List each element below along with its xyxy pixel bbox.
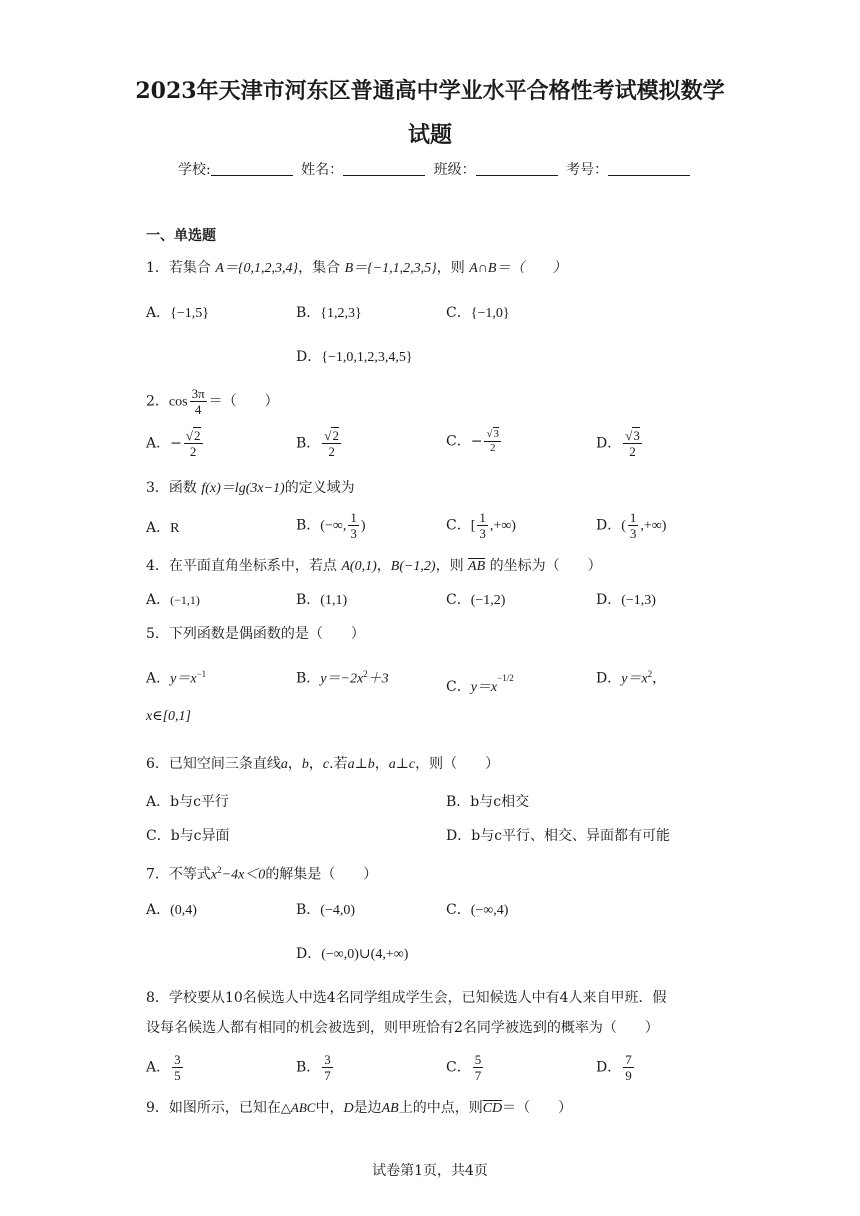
student-info-line: [178, 160, 694, 180]
question-2-option-a: A．− $\frac{√2}{2}$: [146, 428, 201, 459]
fraction-3pi-over-4: $\frac{3\pi}{4}$: [191, 386, 205, 417]
question-1-stem: 1．若集合 A＝{0,1,2,3,4}，集合 B＝{−1,1,2,3,5}，则 A∩B＝（ ）: [146, 260, 567, 276]
class-label: 班级：: [433, 162, 476, 178]
question-4-option-d: D．(−1,3): [596, 592, 656, 608]
question-5-option-c: C．$y=x^{-1/2}$: [446, 673, 514, 695]
class-blank: [476, 161, 558, 176]
exam-number-label: 考号：: [566, 162, 609, 178]
question-3-option-c: C．[ $\frac{1}{3}$ ,+∞): [446, 510, 516, 541]
question-2-option-b: B． $\frac{√2}{2}$: [296, 428, 339, 459]
question-4-option-c: C．(−1,2): [446, 592, 506, 608]
question-3-option-a: A．R: [146, 520, 180, 536]
question-2-option-d: D． $\frac{√3}{2}$: [596, 428, 640, 459]
exam-number-blank: [608, 161, 690, 176]
section-heading: 一、单选题: [146, 228, 216, 244]
question-6-option-c: C．b与c异面: [146, 828, 230, 844]
question-8-option-b: B． $\frac{3}{7}$: [296, 1052, 331, 1083]
question-5-option-d: D．$y=x^2$，: [596, 669, 667, 687]
question-8-option-c: C． $\frac{5}{7}$: [446, 1052, 482, 1083]
question-7-option-a: A．(0,4): [146, 902, 197, 918]
question-6-option-d: D．b与c平行、相交、异面都有可能: [446, 828, 671, 844]
question-3-stem: 3．函数 f(x)＝lg(3x−1)的定义域为: [146, 480, 355, 496]
question-1-option-b: B．{1,2,3}: [296, 305, 362, 321]
page-footer: 试卷第1页，共4页: [372, 1163, 488, 1179]
question-3-option-b: B．(−∞, $\frac{1}{3}$ ): [296, 510, 366, 541]
question-7-option-d: D．(−∞,0)∪(4,+∞): [296, 946, 409, 962]
question-9-stem: 9．如图所示，已知在△ABC中，D是边AB上的中点，则$\overline{CD}=$（ ）: [146, 1100, 573, 1116]
question-4-option-b: B．(1,1): [296, 592, 348, 608]
question-8-stem-line2: 设每名候选人都有相同的机会被选到，则甲班恰有2名同学被选到的概率为（ ）: [146, 1020, 659, 1036]
name-label: 姓名：: [301, 162, 344, 178]
question-7-stem: 7．不等式$x^2-4x<0$的解集是（ ）: [146, 865, 378, 883]
question-8-option-a: A． $\frac{3}{5}$: [146, 1052, 181, 1083]
question-8-option-d: D． $\frac{7}{9}$: [596, 1052, 632, 1083]
exam-title-line1: 2023年天津市河东区普通高中学业水平合格性考试模拟数学: [135, 78, 725, 104]
question-1-option-a: A．{−1,5}: [146, 305, 209, 321]
name-blank: [343, 161, 425, 176]
question-1-option-c: C．{−1,0}: [446, 305, 510, 321]
question-7-option-b: B．(−4,0): [296, 902, 356, 918]
question-5-option-b: B．$y=-2x^2+3$: [296, 669, 389, 687]
exam-title-line2: 试题: [407, 122, 452, 148]
school-label: 学校:: [178, 162, 211, 178]
question-4-option-a: A．(−1,1): [146, 592, 200, 608]
question-5-option-d-continued: x∈[0,1]: [146, 709, 191, 724]
question-6-option-b: B．b与c相交: [446, 794, 530, 810]
question-4-stem: 4．在平面直角坐标系中，若点 A(0,1)，B(−1,2)，则 $\overline{AB}$ 的坐标为（ ）: [146, 558, 602, 574]
question-2-option-c: C．− $\frac{√3}{2}$: [446, 428, 499, 454]
question-8-stem-line1: 8．学校要从10名候选人中选4名同学组成学生会，已知候选人中有4人来自甲班．假: [146, 990, 667, 1006]
school-blank: [211, 161, 293, 176]
question-1-option-d: D．{−1,0,1,2,3,4,5}: [296, 349, 413, 365]
question-6-option-a: A．b与c平行: [146, 794, 229, 810]
question-7-option-c: C．(−∞,4): [446, 902, 509, 918]
question-6-stem: 6．已知空间三条直线a，b，c.若a⊥b，a⊥c，则（ ）: [146, 756, 500, 772]
question-2-stem: 2．cos $\frac{3\pi}{4}$ ＝（ ）: [146, 386, 279, 417]
question-5-stem: 5．下列函数是偶函数的是（ ）: [146, 626, 365, 642]
question-3-option-d: D．( $\frac{1}{3}$ ,+∞): [596, 510, 667, 541]
question-5-option-a: A．$y=x^{-1}$: [146, 669, 207, 687]
